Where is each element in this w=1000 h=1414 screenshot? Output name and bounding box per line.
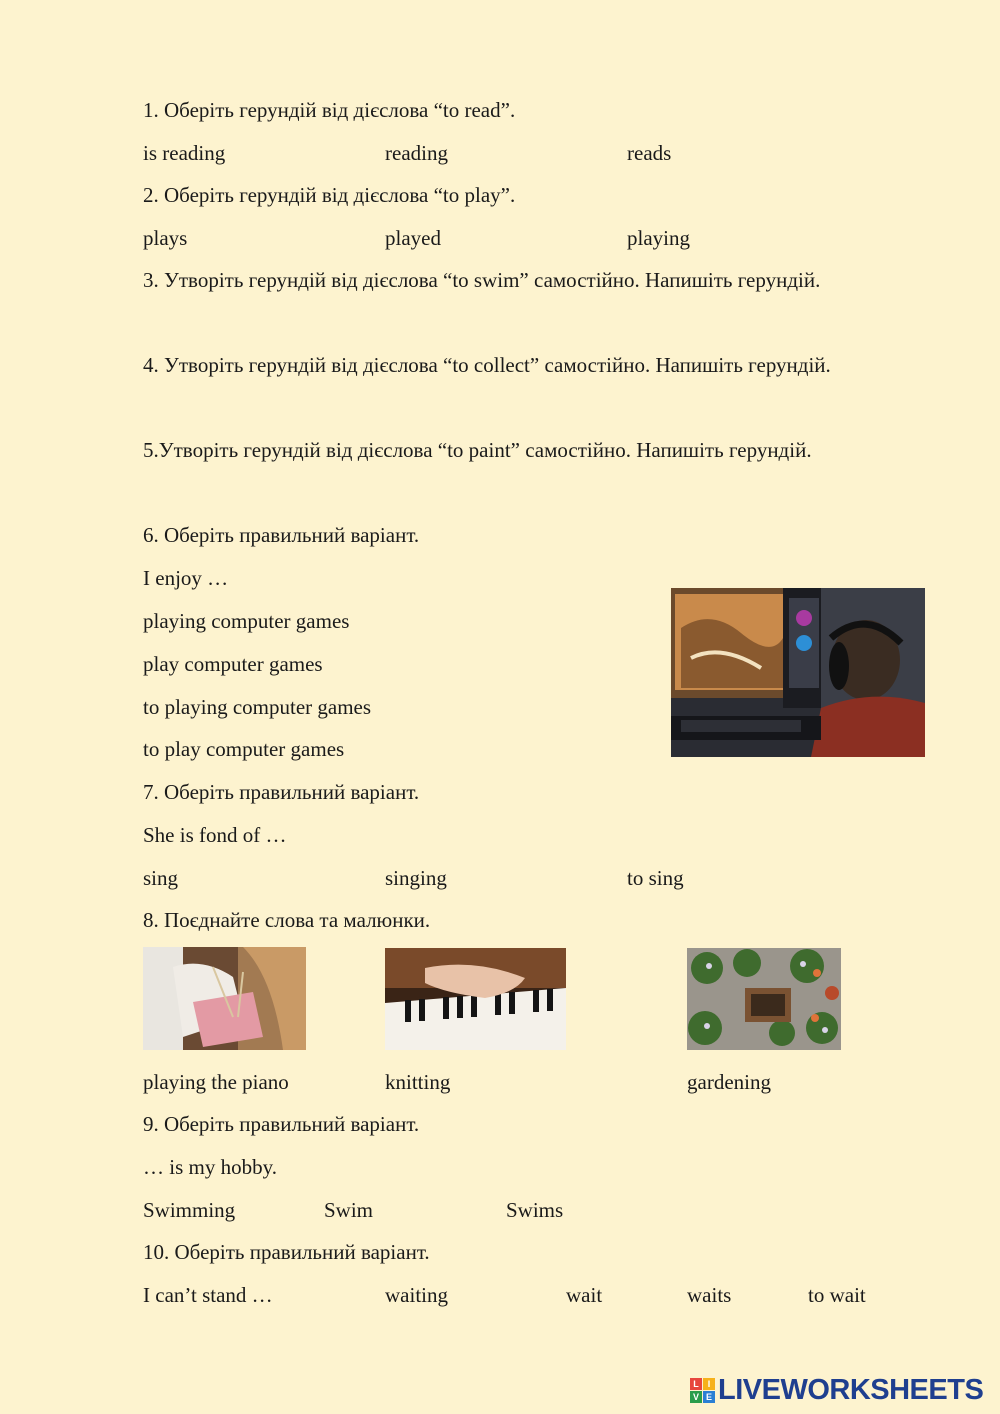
- q9-option-swim[interactable]: Swim: [324, 1198, 374, 1222]
- q6-option-2[interactable]: play computer games: [143, 652, 323, 676]
- q2-prompt: 2. Оберіть герундій від дієслова “to play”.: [143, 183, 516, 207]
- q9-option-swimming[interactable]: Swimming: [143, 1198, 236, 1222]
- q9-sentence: … is my hobby.: [143, 1155, 277, 1179]
- piano-photo[interactable]: [385, 948, 566, 1050]
- live-logo-icon: [690, 1378, 715, 1403]
- q8-word-knitting[interactable]: knitting: [385, 1070, 451, 1094]
- q8-word-gardening[interactable]: gardening: [687, 1070, 771, 1094]
- knitting-photo[interactable]: [143, 947, 306, 1050]
- q9-prompt: 9. Оберіть правильний варіант.: [143, 1112, 420, 1136]
- q6-option-3[interactable]: to playing computer games: [143, 695, 372, 719]
- q4-prompt: 4. Утворіть герундій від дієслова “to collect” самостійно. Напишіть герундій.: [143, 353, 831, 377]
- q1-prompt: 1. Оберіть герундій від дієслова “to read”.: [143, 98, 516, 122]
- q6-prompt: 6. Оберіть правильний варіант.: [143, 523, 420, 547]
- q10-prompt: 10. Оберіть правильний варіант.: [143, 1240, 430, 1264]
- q10-option-to-wait[interactable]: to wait: [808, 1283, 866, 1307]
- q7-sentence: She is fond of …: [143, 823, 287, 847]
- logo-tile-e: E: [703, 1391, 715, 1403]
- gamer-photo: [671, 588, 925, 757]
- q6-option-1[interactable]: playing computer games: [143, 609, 350, 633]
- q8-prompt: 8. Поєднайте слова та малюнки.: [143, 908, 431, 932]
- q10-option-waits[interactable]: waits: [687, 1283, 732, 1307]
- gardening-photo[interactable]: [687, 948, 841, 1050]
- q6-sentence: I enjoy …: [143, 566, 229, 590]
- logo-tile-v: V: [690, 1391, 702, 1403]
- q1-option-reads[interactable]: reads: [627, 141, 672, 165]
- q6-option-4[interactable]: to play computer games: [143, 737, 345, 761]
- q1-option-reading[interactable]: reading: [385, 141, 448, 165]
- q7-prompt: 7. Оберіть правильний варіант.: [143, 780, 420, 804]
- q9-option-swims[interactable]: Swims: [506, 1198, 564, 1222]
- q10-option-waiting[interactable]: waiting: [385, 1283, 448, 1307]
- q8-word-playing-the-piano[interactable]: playing the piano: [143, 1070, 289, 1094]
- q1-option-is-reading[interactable]: is reading: [143, 141, 226, 165]
- logo-tile-l: L: [690, 1378, 702, 1390]
- q7-option-to-sing[interactable]: to sing: [627, 866, 684, 890]
- q10-option-wait[interactable]: wait: [566, 1283, 603, 1307]
- q5-prompt: 5.Утворіть герундій від дієслова “to paint” самостійно. Напишіть герундій.: [143, 438, 812, 462]
- q2-option-plays[interactable]: plays: [143, 226, 188, 250]
- q7-option-sing[interactable]: sing: [143, 866, 179, 890]
- logo-tile-i: I: [703, 1378, 715, 1390]
- brand-name: LIVEWORKSHEETS: [718, 1373, 984, 1406]
- q3-prompt: 3. Утворіть герундій від дієслова “to swim” самостійно. Напишіть герундій.: [143, 268, 821, 292]
- liveworksheets-logo[interactable]: [690, 1374, 983, 1406]
- q2-option-playing[interactable]: playing: [627, 226, 690, 250]
- q2-option-played[interactable]: played: [385, 226, 441, 250]
- q7-option-singing[interactable]: singing: [385, 866, 447, 890]
- q10-sentence: I can’t stand …: [143, 1283, 273, 1307]
